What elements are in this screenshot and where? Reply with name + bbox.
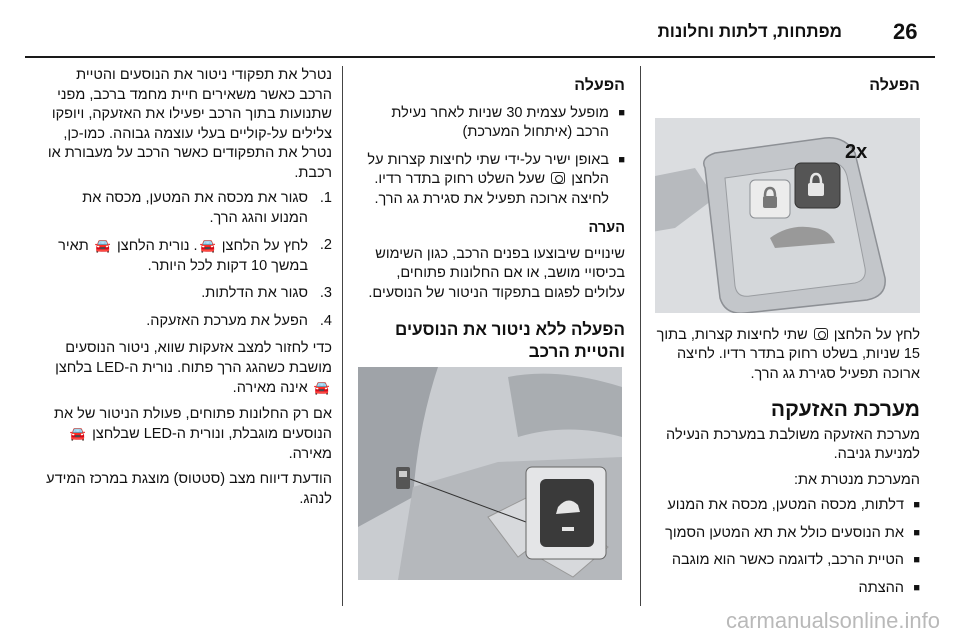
column-left (42, 66, 332, 515)
section-heading: הפעלה (574, 77, 625, 94)
column-divider-right (640, 66, 641, 606)
paragraph-text-b: מאירה. (288, 445, 332, 462)
list-item: ■ מופעל עצמית 30 שניות לאחר נעילת הרכב (איתחול המערכת) (355, 104, 625, 143)
monitor-list (652, 496, 920, 598)
page-header (0, 0, 960, 58)
step-text: הפעל את מערכת האזעקה. (146, 312, 308, 329)
key-fob-illustration (655, 118, 920, 313)
list-item (42, 236, 332, 276)
list-item: ■ את הנוסעים כולל את תא המטען הסמוך (652, 524, 920, 544)
list-item (42, 312, 332, 332)
watermark: carmanualsonline.info (725, 608, 940, 633)
page-number: 26 (893, 19, 918, 44)
note-text: שינויים שיבוצעו בפנים הרכב, כגון השימוש בכיסויי מושב, או אם החלונות פתוחים, עלולים לפגום בתפקוד הניטור של הנוסעים. (368, 245, 625, 301)
list-item-text-a: באופן ישיר על-ידי שתי לחיצות קצרות על הלחצן (367, 151, 609, 187)
lock-button-icon (814, 328, 828, 340)
step-text: סגור את מכסה את המטען, מכסה את המנוע והגג הרך. (82, 190, 308, 226)
header-rule (25, 56, 935, 58)
list-item: ■ ההצתה (652, 579, 920, 599)
steps-list (42, 189, 332, 331)
car-interior-figure (358, 367, 622, 580)
running-title: מפתחות, דלתות וחלונות (657, 22, 842, 41)
windows-paragraph (42, 405, 332, 465)
false-alarm-paragraph (42, 339, 332, 399)
list-item: ■ דלתות, מכסה המטען, מכסה את המנוע (652, 496, 920, 516)
step-number: 1. (319, 190, 332, 206)
paragraph-text-a: כדי לחזור למצב אזעקות שווא, ניטור הנוסעים מושבת כשהגג הרך פתוח. נורית ה-LED בלחצן (55, 340, 332, 376)
monitors-label: המערכת מנטרת את: (793, 471, 920, 488)
column-middle (355, 66, 625, 369)
note-title: הערה (588, 220, 625, 236)
step-text-a: לחץ על הלחצן (221, 238, 308, 254)
list-item (42, 284, 332, 304)
key-fob-figure (655, 118, 920, 313)
key-instruction-text-a: לחץ על הלחצן (833, 326, 920, 343)
press-twice-label: 2x (845, 141, 868, 163)
section-heading: הפעלה (869, 77, 920, 94)
car-motion-icon: 🚘 (199, 238, 216, 253)
key-instruction (652, 326, 920, 385)
list-item (42, 189, 332, 228)
car-motion-icon: 🚘 (313, 380, 330, 395)
lock-button-icon (551, 172, 565, 184)
section-title: מערכת האזעקה (770, 398, 920, 421)
key-instruction-text-b: שתי לחיצות קצרות, בתוך 15 שניות, בשלט רחוק בתדר רדיו. לחיצה ארוכה תפעיל סגירת גג הרך. (656, 326, 920, 382)
step-text-b: . נורית הלחצן (117, 238, 198, 254)
list-item: ■ הטיית הרכב, לדוגמה כאשר הוא מוגבה (652, 551, 920, 571)
step-number: 2. (319, 237, 332, 253)
step-number: 4. (319, 312, 332, 329)
car-motion-icon: 🚘 (69, 426, 87, 441)
column-divider-left (342, 66, 343, 606)
status-paragraph: הודעת דיווח מצב (סטטוס) מוצגת במרכז המידע לנהג. (46, 471, 332, 507)
section-intro: מערכת האזעקה משולבת במערכת הנעילה למניעת גניבה. (666, 426, 920, 462)
step-text-c: תאיר במשך 10 דקות לכל היותר. (58, 238, 308, 274)
paragraph-text-a: אם רק החלונות פתוחים, פעולת הניטור של את הנוסעים מוגבלת, ונורית ה-LED שבלחצן (54, 405, 332, 442)
step-number: 3. (319, 285, 332, 301)
step-text: סגור את הדלתות. (201, 285, 308, 301)
paragraph-text-b: אינה מאירה. (232, 380, 308, 396)
car-interior-illustration (358, 367, 622, 580)
side-title: הפעלה ללא ניטור את הנוסעים והטיית הרכב (395, 320, 625, 361)
list-item-text-b: שעל השלט רחוק בתדר רדיו. לחיצה ארוכה תפעיל את סגירת גג הרך. (374, 171, 609, 207)
intro-paragraph: נטרל את תפקודי ניטור את הנוסעים והטיית הרכב כאשר משאירים חיית מחמד ברכב, מפני שתנועות בתוך הרכב יפעילו את האזעקה, ויופקו צלילים על-קוליים בעלי עוצמה גבוהה. כמו-כן, נטרל את התפקודים כאשר הרכב על מעבורת או רכבת. (47, 67, 332, 181)
activation-list (355, 104, 625, 210)
list-item (355, 151, 625, 210)
car-motion-icon: 🚘 (94, 238, 111, 253)
